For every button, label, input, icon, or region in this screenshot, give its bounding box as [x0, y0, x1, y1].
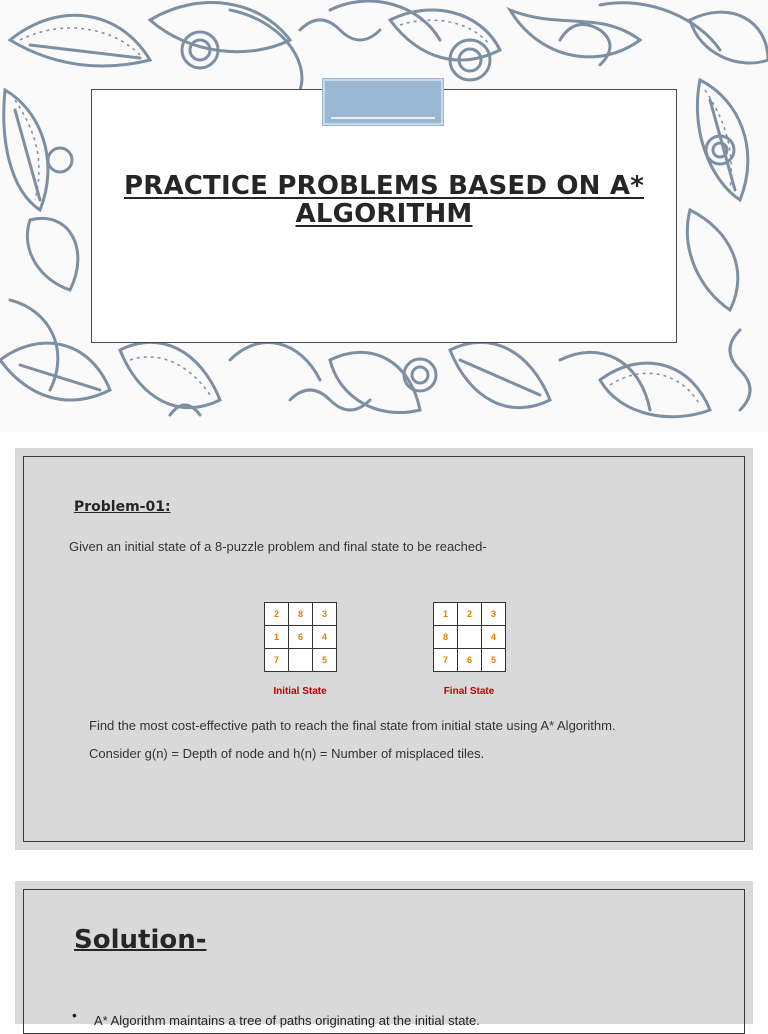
bullet-dot-icon: •	[72, 1007, 77, 1023]
grid-row	[265, 649, 337, 672]
tile: 3	[482, 603, 506, 626]
tile: 8	[434, 626, 458, 649]
title-tab-decoration	[323, 79, 443, 125]
task-text: Find the most cost-effective path to reach the final state from initial state using A* Algorithm.	[89, 718, 616, 733]
title-box	[91, 89, 677, 343]
tile: 1	[265, 626, 289, 649]
problem-slide	[15, 448, 753, 850]
title-slide	[0, 0, 768, 432]
initial-state-label: Initial State	[273, 686, 327, 697]
slide-title-line-2: ALGORITHM	[295, 199, 473, 229]
problem-intro: Given an initial state of a 8-puzzle problem and final state to be reached-	[69, 539, 487, 554]
grid-row	[434, 626, 506, 649]
tile: 5	[313, 649, 337, 672]
grid-row	[434, 649, 506, 672]
tile: 2	[458, 603, 482, 626]
problem-slide-border	[23, 456, 745, 842]
solution-heading: Solution-	[74, 925, 207, 955]
solution-bullet: A* Algorithm maintains a tree of paths originating at the initial state.	[94, 1013, 480, 1028]
initial-state-grid	[264, 602, 337, 672]
blank-tile	[289, 649, 313, 672]
tile: 4	[313, 626, 337, 649]
title-tab-stripe	[331, 117, 435, 119]
tile: 4	[482, 626, 506, 649]
blank-tile	[458, 626, 482, 649]
tile: 3	[313, 603, 337, 626]
tile: 6	[458, 649, 482, 672]
consider-text: Consider g(n) = Depth of node and h(n) = Number of misplaced tiles.	[89, 746, 485, 761]
problem-heading: Problem-01:	[74, 499, 171, 515]
final-state-label: Final State	[443, 686, 495, 697]
grid-row	[434, 603, 506, 626]
slide-title-line-1: PRACTICE PROBLEMS BASED ON A*	[123, 171, 645, 201]
tile: 7	[265, 649, 289, 672]
tile: 1	[434, 603, 458, 626]
final-state-grid	[433, 602, 506, 672]
tile: 5	[482, 649, 506, 672]
grid-row	[265, 626, 337, 649]
slide-title	[92, 172, 676, 228]
solution-slide	[15, 881, 753, 1028]
tile: 8	[289, 603, 313, 626]
grid-row	[265, 603, 337, 626]
tile: 2	[265, 603, 289, 626]
tile: 6	[289, 626, 313, 649]
tile: 7	[434, 649, 458, 672]
solution-slide-border	[23, 889, 745, 1034]
